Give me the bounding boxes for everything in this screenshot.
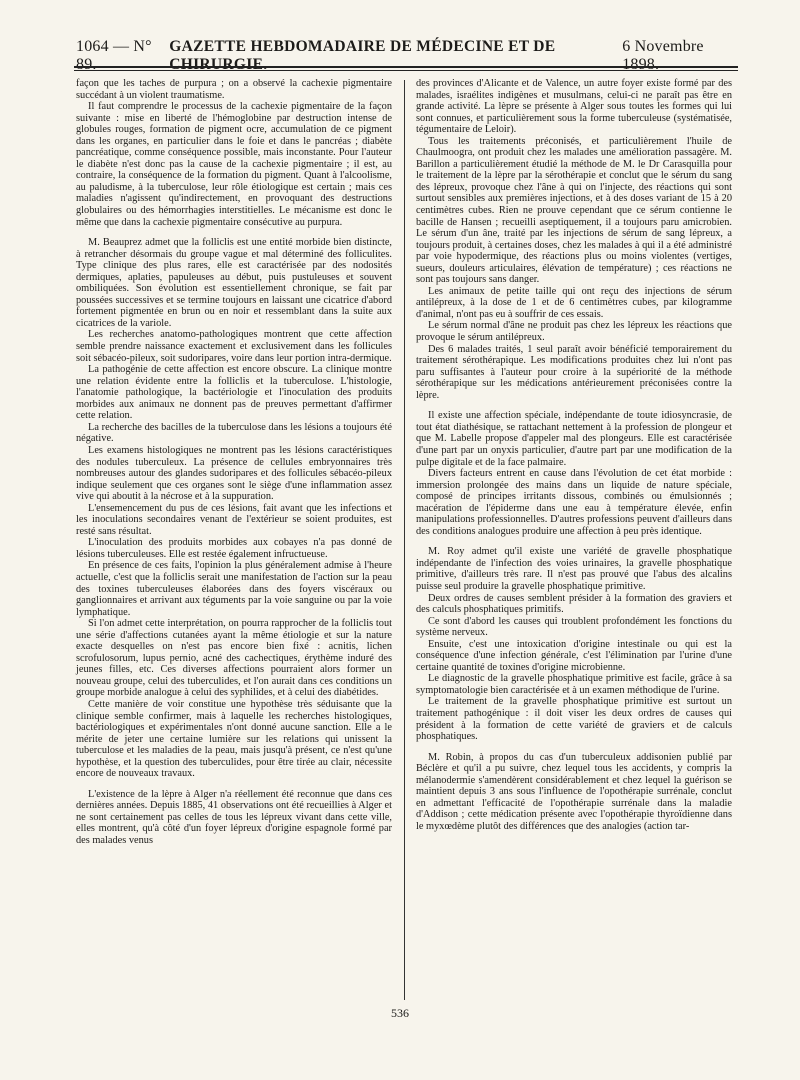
paragraph: M. Robin, à propos du cas d'un tuberculeux addisonien publié par Béclère et qu'il a pu suivre, chez lequel tous les accidents, y compris la mélanodermie s'amendèrent considérablement et chez lequel la guérison se maintient depuis 3 ans sous l'influence de l'opothérapie surrénale, conclut en admettant l'efficacité de l'opothérapie surrénale dans la maladie d'Addison ; cette médication présente avec l'opothérapie thyroïdienne dans le myxœdème plutôt des différences que des analogies (action tar- bbox=[416, 751, 732, 832]
journal-title: GAZETTE HEBDOMADAIRE DE MÉDECINE ET DE CHIRURGIE. bbox=[169, 38, 556, 73]
page-issue: 1064 — N° 89. bbox=[76, 38, 152, 73]
paragraph: Tous les traitements préconisés, et particulièrement l'huile de Chaulmoogra, ont produit chez les malades une amélioration passagère. M. Barillon a particulièrement étudié la méthode de M. le Dr Carasquilla pour le traitement de la lèpre par la sérothérapie et conclut que le sérum du sang des lépreux, provoque chez l'âne à qui on l'injecte, des réactions qui sont surtout sensibles aux premières injections, et à des doses variant de 15 à 20 centimètres cubes. Rien ne prouve cependant que ce sérum contienne le bacille de Hansen ; recueilli aseptiquement, il a toujours paru amicrobien. Le sérum d'un âne, traité par les injections de sérum de sang lépreux, a toujours produit, à certaines doses, chez les malades à qui il a été administré par voie hypodermique, des réactions plus ou moins violentes (vertiges, sueurs, douleurs articulaires, élévation de température) ; ces réactions ne sont pas toujours sans danger. bbox=[416, 135, 732, 286]
paragraph: Le sérum normal d'âne ne produit pas chez les lépreux les réactions que provoque le sérum antilépreux. bbox=[416, 320, 732, 344]
paragraph: Deux ordres de causes semblent présider à la formation des graviers et des calculs phosphatiques primitifs. bbox=[416, 592, 732, 616]
issue-date: 6 Novembre 1898. bbox=[622, 38, 704, 73]
header-rule bbox=[74, 66, 738, 71]
paragraph: Le diagnostic de la gravelle phosphatique primitive est facile, grâce à sa symptomatologie bien caractérisée et à un examen méthodique de l'urine. bbox=[416, 673, 732, 696]
column-divider bbox=[404, 80, 405, 1000]
page-number: 536 bbox=[391, 1006, 409, 1020]
paragraph: Cette manière de voir constitue une hypothèse très séduisante que la clinique semble confirmer, mais à laquelle les recherches histologiques, bactériologiques et expérimentales n'ont donné aucune sanction. Elle a le mérite de jeter une certaine lumière sur les relations qui unissent la tuberculose et les maladies de la peau, mais jusqu'à présent, ce n'est qu'une hypothèse, et la question des tuberculides, pour être tirée au clair, nécessite encore de nouveaux travaux. bbox=[76, 698, 392, 780]
paragraph: M. Beauprez admet que la folliclis est une entité morbide bien distincte, à retrancher désormais du groupe vague et mal déterminé des folliculites. Type clinique des plus rares, elle est caractérisée par des nodosités dermiques, aplaties, papuleuses au début, puis pustuleuses et souvent ombiliquées. Son évolution est essentiellement chronique, se fait par poussées successives et se termine toujours en laissant une cicatrice d'abord fortement pigmentée en brun ou en noir et ressemblant dans la suite aux cicatrices de la variole. bbox=[76, 237, 392, 329]
paragraph: La recherche des bacilles de la tuberculose dans les lésions a toujours été négative. bbox=[76, 421, 392, 445]
paragraph: L'inoculation des produits morbides aux cobayes n'a pas donné de lésions tuberculeuses. Elle est restée également infructueuse. bbox=[76, 537, 392, 560]
paragraph: Ensuite, c'est une intoxication d'origine intestinale ou qui est la conséquence d'une infection générale, c'est l'élimination par l'urine d'une certaine quantité de toxines d'origine microbienne. bbox=[416, 638, 732, 673]
left-column bbox=[76, 78, 392, 847]
paragraph: Si l'on admet cette interprétation, on pourra rapprocher de la folliclis tout une série d'affections cutanées ayant la même étiologie et sur la nature exacte desquelles on n'est pas encore bien fixé : acnitis, lichen scrofulosorum, lupus pernio, acné des cachectiques, érythème induré des jeunes filles, etc. Ces diverses affections pourraient alors former un nouveau groupe, celui des tuberculides, et l'on aurait dans ces conditions un groupe morbide analogue à celui des syphilides, et à celui des diabétides. bbox=[76, 618, 392, 699]
paragraph: En présence de ces faits, l'opinion la plus généralement admise à l'heure actuelle, c'est que la folliclis serait une manifestation de l'action sur la peau des toxines tuberculeuses élaborées dans des foyers viscéraux ou ganglionnaires et arrivant aux téguments par la voie sanguine ou par la voie lymphatique. bbox=[76, 560, 392, 618]
paragraph: Des 6 malades traités, 1 seul paraît avoir bénéficié temporairement du traitement sérothérapique. Les modifications produites chez lui n'ont pas paru suffisantes à l'auteur pour croire à la supériorité de la méthode sérothérapique sur les médications antérieurement préconisées contre la lèpre. bbox=[416, 343, 732, 401]
paragraph: façon que les taches de purpura ; on a observé la cachexie pigmentaire succédant à un violent traumatisme. bbox=[76, 78, 392, 101]
paragraph: Il existe une affection spéciale, indépendante de toute idiosyncrasie, de tout état diathésique, se rattachant nettement à la profession de plongeur et que M. Labelle propose d'appeler mal des plongeurs. Elle est caractérisée d'une part par un onyxis particulier, d'autre part par une modification de la pulpe digitale et de la face palmaire. bbox=[416, 410, 732, 468]
paragraph: Divers facteurs entrent en cause dans l'évolution de cet état morbide : immersion prolongée des mains dans un liquide de nature spéciale, composé de principes irritants dissous, combinés ou émulsionnés ; macération de l'épiderme dans une eau à température élevée, enfin manipulations professionnelles. D'autres professions peuvent d'ailleurs dans des conditions analogues produire une affection à peu près identique. bbox=[416, 468, 732, 537]
paragraph: Les recherches anatomo-pathologiques montrent que cette affection semble prendre naissance exactement et exclusivement dans les follicules soit sébacéo-pileux, soit sudoripares, voire dans leur portion intra-dermique. bbox=[76, 329, 392, 364]
paragraph: Ce sont d'abord les causes qui troublent profondément les fonctions du système nerveux. bbox=[416, 615, 732, 639]
right-column bbox=[416, 78, 732, 832]
paragraph: L'ensemencement du pus de ces lésions, fait avant que les infections et les inoculations secondaires venant de l'extérieur se soient produites, est resté sans résultat. bbox=[76, 502, 392, 537]
paragraph: La pathogénie de cette affection est encore obscure. La clinique montre une relation évidente entre la folliclis et la tuberculose. L'histologie, l'anatomie pathologique, la bactériologie et l'inoculation des produits morbides aux animaux ne donnent pas de preuves permettant d'affirmer cette relation. bbox=[76, 364, 392, 422]
paragraph: Les animaux de petite taille qui ont reçu des injections de sérum antilépreux, à la dose de 1 et de 6 centimètres cubes, par kilogramme d'animal, n'ont pas eu à souffrir de ces essais. bbox=[416, 285, 732, 320]
paragraph: M. Roy admet qu'il existe une variété de gravelle phosphatique indépendante de l'infection des voies urinaires, la gravelle phosphatique primitive, d'ailleurs très rare. Il n'est pas prouvé que l'abus des alcalins puisse seul produire la gravelle phosphatique primitive. bbox=[416, 546, 732, 592]
paragraph: des provinces d'Alicante et de Valence, un autre foyer existe formé par des malades, israélites indigènes et musulmans, celui-ci ne paraît pas être en grande activité. La lèpre se présente à Alger sous toutes les formes qui lui sont connues, et particulièrement sous la forme tuberculeuse (systématisée, tégumentaire de Leloir). bbox=[416, 78, 732, 136]
paragraph: Les examens histologiques ne montrent pas les lésions caractéristiques des nodules tuberculeux. La présence de cellules embryonnaires très nombreuses autour des glandes sudoripares et des follicules sébacéo-pileux indique seulement que ces organes sont le siège d'une inflammation assez vive qui aboutit à la nécrose et à la suppuration. bbox=[76, 444, 392, 503]
paragraph: Il faut comprendre le processus de la cachexie pigmentaire de la façon suivante : mise en liberté de l'hémoglobine par destruction intense de globules rouges, formation de pigment ocre, accumulation de ce pigment dans les organes, en particulier dans le foie et dans le pancréas ; diabète pancréatique, comme conséquence possible, mais inconstante. Pour l'auteur le diabète n'est donc pas la cause de la cachexie pigmentaire ; il est, au contraire, la conséquence de la formation du pigment. Quant à l'alcoolisme, au paludisme, à la tuberculose, leur rôle étiologique est certain ; mais ces maladies n'agissent qu'indirectement, en provoquant des destructions globulaires ou des hémorrhagies interstitielles. Le mécanisme est donc le même que dans la cachexie pigmentaire consécutive au purpura. bbox=[76, 101, 392, 228]
paragraph: Le traitement de la gravelle phosphatique primitive est surtout un traitement pathogénique : il doit viser les deux ordres de causes qui président à la formation de cette variété de graviers et de calculs phosphatiques. bbox=[416, 696, 732, 743]
paragraph: L'existence de la lèpre à Alger n'a réellement été reconnue que dans ces dernières années. Depuis 1885, 41 observations ont été recueillies à Alger et ne sont certainement pas celles de tous les lépreux vivant dans cette ville, elles montrent, qu'à côté d'un foyer lépreux d'origine espagnole formé par des malades venus bbox=[76, 788, 392, 846]
